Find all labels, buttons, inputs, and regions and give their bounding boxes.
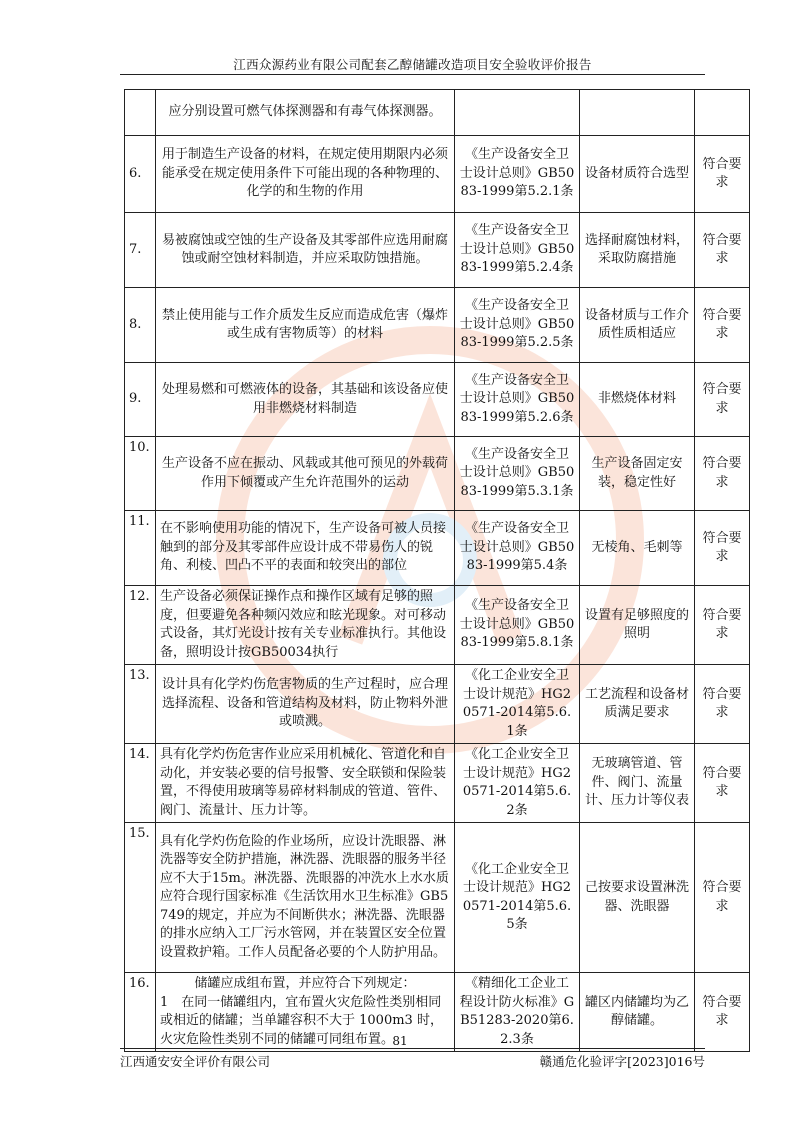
table-row — [125, 136, 750, 213]
row-number: 9. — [125, 363, 156, 437]
check-result: 符合要求 — [695, 288, 750, 363]
actual-status: 工艺流程和设备材质满足要求 — [580, 665, 695, 744]
row-number: 10. — [125, 437, 156, 511]
check-content: 处理易燃和可燃液体的设备，其基础和该设备应使用非燃烧材料制造 — [156, 363, 455, 437]
check-result: 符合要求 — [695, 973, 750, 1052]
row-number — [125, 90, 156, 136]
check-basis: 《生产设备安全卫士设计总则》GB5083-1999第5.8.1条 — [455, 586, 580, 665]
check-basis: 《精细化工企业工程设计防火标准》GB51283-2020第6.2.3条 — [455, 973, 580, 1052]
check-result: 符合要求 — [695, 511, 750, 586]
row-number: 16. — [125, 973, 156, 1052]
check-content: 具有化学灼伤危险的作业场所，应设计洗眼器、淋洗器等安全防护措施，淋洗器、洗眼器的服务半径应不大于15m。淋洗器、洗眼器的冲洗水上水水质应符合现行国家标准《生活饮用水卫生标准》GB5749的规定，并应为不间断供水；淋洗器、洗眼器的排水应纳入工厂污水管网，并在装置区安全位置设置救护箱。工作人员配备必要的个人防护用品。 — [156, 823, 455, 973]
check-result: 符合要求 — [695, 437, 750, 511]
compliance-table — [124, 89, 750, 1052]
row-number: 11. — [125, 511, 156, 586]
check-basis: 《生产设备安全卫士设计总则》GB5083-1999第5.2.4条 — [455, 213, 580, 288]
table-row — [125, 437, 750, 511]
table-row — [125, 586, 750, 665]
check-basis: 《生产设备安全卫士设计总则》GB5083-1999第5.3.1条 — [455, 437, 580, 511]
row-number: 7. — [125, 213, 156, 288]
check-content: 禁止使用能与工作介质发生反应而造成危害（爆炸或生成有害物质等）的材料 — [156, 288, 455, 363]
table-row — [125, 744, 750, 823]
actual-status: 设备材质符合选型 — [580, 136, 695, 213]
actual-status: 己按要求设置淋洗器、洗眼器 — [580, 823, 695, 973]
actual-status: 设置有足够照度的照明 — [580, 586, 695, 665]
actual-status — [580, 90, 695, 136]
actual-status: 罐区内储罐均为乙醇储罐。 — [580, 973, 695, 1052]
table-row — [125, 665, 750, 744]
table-row — [125, 363, 750, 437]
check-result: 符合要求 — [695, 823, 750, 973]
check-basis — [455, 90, 580, 136]
check-result: 符合要求 — [695, 586, 750, 665]
check-result: 符合要求 — [695, 136, 750, 213]
table-row — [125, 213, 750, 288]
actual-status: 选择耐腐蚀材料，采取防腐措施 — [580, 213, 695, 288]
check-basis: 《化工企业安全卫士设计规范》HG20571-2014第5.6.1条 — [455, 665, 580, 744]
actual-status: 设备材质与工作介质性质相适应 — [580, 288, 695, 363]
row-number: 14. — [125, 744, 156, 823]
table-row — [125, 823, 750, 973]
check-result: 符合要求 — [695, 213, 750, 288]
check-result: 符合要求 — [695, 363, 750, 437]
check-content: 具有化学灼伤危害作业应采用机械化、管道化和自动化，并安装必要的信号报警、安全联锁和保险装置，不得使用玻璃等易碎材料制成的管道、管件、阀门、流量计、压力计等。 — [156, 744, 455, 823]
table-row — [125, 288, 750, 363]
check-basis: 《生产设备安全卫士设计总则》GB5083-1999第5.2.5条 — [455, 288, 580, 363]
check-content: 生产设备必须保证操作点和操作区域有足够的照度，但要避免各种频闪效应和眩光现象。对可移动式设备，其灯光设计按有关专业标准执行。其他设备，照明设计按GB50034执行 — [156, 586, 455, 665]
row-number: 8. — [125, 288, 156, 363]
check-basis: 《生产设备安全卫士设计总则》GB5083-1999第5.2.1条 — [455, 136, 580, 213]
row-number: 15. — [125, 823, 156, 973]
page-header-title: 江西众源药业有限公司配套乙醇储罐改造项目安全验收评价报告 — [233, 57, 592, 72]
footer-doc-number: 赣通危化验评字[2023]016号 — [539, 1054, 705, 1069]
row-number: 12. — [125, 586, 156, 665]
footer-rule — [120, 1048, 705, 1049]
check-content: 用于制造生产设备的材料，在规定使用期限内必须能承受在规定使用条件下可能出现的各种物理的、化学的和生物的作用 — [156, 136, 455, 213]
actual-status: 生产设备固定安装，稳定性好 — [580, 437, 695, 511]
actual-status: 无棱角、毛刺等 — [580, 511, 695, 586]
row-number: 6. — [125, 136, 156, 213]
header-rule — [120, 74, 705, 75]
check-content: 在不影响使用功能的情况下，生产设备可被人员接触到的部分及其零部件应设计成不带易伤人的锐角、利棱、凹凸不平的表面和较突出的部位 — [156, 511, 455, 586]
actual-status: 非燃烧体材料 — [580, 363, 695, 437]
check-content: 生产设备不应在振动、风载或其他可预见的外载荷作用下倾覆或产生允许范围外的运动 — [156, 437, 455, 511]
check-content: 设计具有化学灼伤危害物质的生产过程时，应合理选择流程、设备和管道结构及材料，防止物料外泄或喷溅。 — [156, 665, 455, 744]
content-line: 1 在同一储罐组内，宜布置火灾危险性类别相同或相近的储罐；当单罐容积不大于 1000m3 时，火灾危险性类别不同的储罐可同组布置。 — [160, 994, 443, 1047]
check-basis: 《生产设备安全卫士设计总则》GB5083-1999第5.4条 — [455, 511, 580, 586]
check-result: 符合要求 — [695, 744, 750, 823]
check-basis: 《生产设备安全卫士设计总则》GB5083-1999第5.2.6条 — [455, 363, 580, 437]
content-line: 储罐应成组布置，并应符合下列规定： — [194, 976, 416, 991]
check-content: 应分别设置可燃气体探测器和有毒气体探测器。 — [156, 90, 455, 136]
actual-status: 无玻璃管道、管件、阀门、流量计、压力计等仪表 — [580, 744, 695, 823]
check-content: 易被腐蚀或空蚀的生产设备及其零部件应选用耐腐蚀或耐空蚀材料制造，并应采取防蚀措施。 — [156, 213, 455, 288]
footer-company: 江西通安安全评价有限公司 — [120, 1054, 271, 1069]
check-result: 符合要求 — [695, 665, 750, 744]
row-number: 13. — [125, 665, 156, 744]
check-basis: 《化工企业安全卫士设计规范》HG20571-2014第5.6.5条 — [455, 823, 580, 973]
page-number: 81 — [392, 1034, 408, 1048]
check-basis: 《化工企业安全卫士设计规范》HG20571-2014第5.6.2条 — [455, 744, 580, 823]
table-row — [125, 90, 750, 136]
check-result — [695, 90, 750, 136]
table-row — [125, 511, 750, 586]
